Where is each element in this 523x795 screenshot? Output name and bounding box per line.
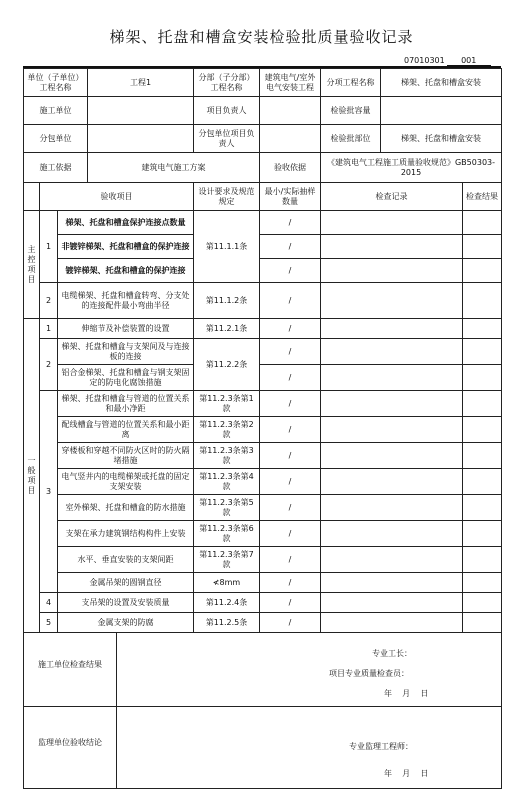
blank-corner xyxy=(24,183,40,211)
table-row xyxy=(24,365,502,391)
unit-label: 单位（子单位）工程名称 xyxy=(24,69,88,97)
sub-pm-label: 分包单位项目负责人 xyxy=(194,125,260,153)
col-req: 设计要求及规范规定 xyxy=(194,183,260,211)
row-text: 梯架、托盘和槽盒保护连接点数量 xyxy=(58,211,194,235)
row-result[interactable] xyxy=(463,365,502,391)
row-no: 4 xyxy=(40,593,58,613)
construction-result-label: 施工单位检查结果 xyxy=(38,660,102,669)
row-min[interactable]: / xyxy=(260,211,321,235)
supervisor-sign-label: 专业监理工程师： xyxy=(349,742,413,751)
row-min[interactable]: / xyxy=(260,319,321,339)
row-record[interactable] xyxy=(321,613,463,633)
table-row xyxy=(24,417,502,443)
row-no: 2 xyxy=(40,339,58,391)
row-record[interactable] xyxy=(321,573,463,593)
row-record[interactable] xyxy=(321,339,463,365)
row-result[interactable] xyxy=(463,417,502,443)
row-min[interactable]: / xyxy=(260,495,321,521)
table-row xyxy=(24,469,502,495)
row-result[interactable] xyxy=(463,339,502,365)
row-record[interactable] xyxy=(321,547,463,573)
row-min[interactable]: / xyxy=(260,547,321,573)
row-req: ≮8mm xyxy=(194,573,260,593)
row-text: 电气竖井内的电缆梯架或托盘的固定支架安装 xyxy=(58,469,194,495)
row-min[interactable]: / xyxy=(260,283,321,319)
row-min[interactable]: / xyxy=(260,365,321,391)
row-req: 第11.2.3条第6款 xyxy=(194,521,260,547)
subcontractor-label: 分包单位 xyxy=(24,125,88,153)
row-req: 第11.2.4条 xyxy=(194,593,260,613)
row-result[interactable] xyxy=(463,319,502,339)
main-section-label: 主控项目 xyxy=(24,211,40,319)
row-min[interactable]: / xyxy=(260,391,321,417)
row-result[interactable] xyxy=(463,259,502,283)
row-text: 水平、垂直安装的支架间距 xyxy=(58,547,194,573)
acceptance-form xyxy=(23,68,502,789)
accept-basis-label: 验收依据 xyxy=(260,153,321,183)
row-text: 铝合金梯架、托盘和槽盒与钢支架固定的防电化腐蚀措施 xyxy=(58,365,194,391)
row-result[interactable] xyxy=(463,235,502,259)
row-record[interactable] xyxy=(321,443,463,469)
batch-value[interactable] xyxy=(381,97,502,125)
pm-value[interactable] xyxy=(260,97,321,125)
row-record[interactable] xyxy=(321,365,463,391)
table-row xyxy=(24,443,502,469)
construction-date: 年 月 日 xyxy=(384,689,429,698)
col-min: 最小/实际抽样数量 xyxy=(260,183,321,211)
row-record[interactable] xyxy=(321,469,463,495)
table-row xyxy=(24,391,502,417)
row-text: 电缆梯架、托盘和槽盒转弯、分支处的连接配件最小弯曲半径 xyxy=(58,283,194,319)
header-row-basis xyxy=(24,153,502,183)
row-record[interactable] xyxy=(321,283,463,319)
form-title: 梯架、托盘和槽盒安装检验批质量验收记录 xyxy=(109,28,414,46)
header-row-unit xyxy=(24,69,502,97)
part-value[interactable]: 梯架、托盘和槽盒安装 xyxy=(381,125,502,153)
row-record[interactable] xyxy=(321,319,463,339)
subitem-label: 分项工程名称 xyxy=(321,69,381,97)
table-row xyxy=(24,283,502,319)
row-text: 配线槽盒与管道的位置关系和最小距离 xyxy=(58,417,194,443)
supervision-result-cell[interactable] xyxy=(24,707,502,789)
row-result[interactable] xyxy=(463,469,502,495)
accept-basis-value[interactable]: 《建筑电气工程施工质量验收规范》GB50303-2015 xyxy=(321,153,502,183)
row-result[interactable] xyxy=(463,391,502,417)
row-min[interactable]: / xyxy=(260,235,321,259)
table-row xyxy=(24,573,502,593)
supervision-result-label: 监理单位验收结论 xyxy=(38,738,102,747)
row-text: 梯架、托盘和槽盒与管道的位置关系和最小净距 xyxy=(58,391,194,417)
row-req: 第11.2.3条第5款 xyxy=(194,495,260,521)
row-req: 第11.2.3条第7款 xyxy=(194,547,260,573)
row-min[interactable]: / xyxy=(260,469,321,495)
row-record[interactable] xyxy=(321,259,463,283)
part-label: 检验批部位 xyxy=(321,125,381,153)
row-min[interactable]: / xyxy=(260,613,321,633)
row-min[interactable]: / xyxy=(260,593,321,613)
sub-pm-value[interactable] xyxy=(260,125,321,153)
row-record[interactable] xyxy=(321,235,463,259)
column-header-row xyxy=(24,183,502,211)
construction-result-cell[interactable] xyxy=(24,633,502,707)
row-req: 第11.2.2条 xyxy=(194,339,260,391)
row-text: 梯架、托盘和槽盒与支架间及与连接板的连接 xyxy=(58,339,194,365)
footer-divider xyxy=(116,633,117,706)
table-row xyxy=(24,339,502,365)
supervision-date: 年 月 日 xyxy=(384,769,429,778)
row-no: 1 xyxy=(40,319,58,339)
row-req: 第11.2.3条第4款 xyxy=(194,469,260,495)
row-result[interactable] xyxy=(463,573,502,593)
row-result[interactable] xyxy=(463,443,502,469)
row-no: 2 xyxy=(40,283,58,319)
row-text: 伸缩节及补偿装置的设置 xyxy=(58,319,194,339)
row-min[interactable]: / xyxy=(260,443,321,469)
row-text: 穿楼板和穿越不同防火区时的防火隔堵措施 xyxy=(58,443,194,469)
row-record[interactable] xyxy=(321,211,463,235)
row-text: 支吊架的设置及安装质量 xyxy=(58,593,194,613)
doc-seq: 001 xyxy=(447,56,491,66)
col-item: 验收项目 xyxy=(40,183,194,211)
basis-label: 施工依据 xyxy=(24,153,88,183)
table-row xyxy=(24,235,502,259)
row-no: 1 xyxy=(40,211,58,283)
row-record[interactable] xyxy=(321,521,463,547)
row-min[interactable]: / xyxy=(260,259,321,283)
division-value[interactable]: 建筑电气/室外电气安装工程 xyxy=(260,69,321,97)
row-req: 第11.2.3条第1款 xyxy=(194,391,260,417)
row-no: 5 xyxy=(40,613,58,633)
row-result[interactable] xyxy=(463,521,502,547)
row-req: 第11.1.1条 xyxy=(194,211,260,283)
pm-label: 项目负责人 xyxy=(194,97,260,125)
row-record[interactable] xyxy=(321,593,463,613)
row-min[interactable]: / xyxy=(260,417,321,443)
row-req: 第11.2.1条 xyxy=(194,319,260,339)
footer-divider xyxy=(116,707,117,788)
contractor-value[interactable] xyxy=(88,97,194,125)
foreman-sign-label: 专业工长： xyxy=(372,649,412,658)
table-row xyxy=(24,495,502,521)
table-row xyxy=(24,319,502,339)
row-req: 第11.2.3条第3款 xyxy=(194,443,260,469)
document-number xyxy=(404,56,491,66)
row-record[interactable] xyxy=(321,391,463,417)
row-record[interactable] xyxy=(321,417,463,443)
table-row xyxy=(24,593,502,613)
unit-value[interactable]: 工程1 xyxy=(88,69,194,97)
row-text: 室外梯架、托盘和槽盒的防水措施 xyxy=(58,495,194,521)
subcontractor-value[interactable] xyxy=(88,125,194,153)
subitem-value[interactable]: 梯架、托盘和槽盒安装 xyxy=(381,69,502,97)
contractor-label: 施工单位 xyxy=(24,97,88,125)
row-result[interactable] xyxy=(463,547,502,573)
row-result[interactable] xyxy=(463,211,502,235)
table-row xyxy=(24,613,502,633)
row-text: 金属吊架的圆钢直径 xyxy=(58,573,194,593)
row-record[interactable] xyxy=(321,495,463,521)
row-text: 非镀锌梯架、托盘和槽盒的保护连接 xyxy=(58,235,194,259)
row-no: 3 xyxy=(40,391,58,593)
row-text: 镀锌梯架、托盘和槽盒的保护连接 xyxy=(58,259,194,283)
table-row xyxy=(24,547,502,573)
header-row-contractor xyxy=(24,97,502,125)
row-req: 第11.2.5条 xyxy=(194,613,260,633)
table-row xyxy=(24,211,502,235)
header-row-subcontractor xyxy=(24,125,502,153)
row-result[interactable] xyxy=(463,495,502,521)
table-row xyxy=(24,259,502,283)
quality-inspector-sign-label: 项目专业质量检查员： xyxy=(329,669,409,678)
batch-label: 检验批容量 xyxy=(321,97,381,125)
row-req: 第11.2.3条第2款 xyxy=(194,417,260,443)
general-section-label: 一般项目 xyxy=(24,319,40,633)
row-text: 支架在承力建筑钢结构构件上安装 xyxy=(58,521,194,547)
supervision-result-row xyxy=(24,707,502,789)
row-req: 第11.1.2条 xyxy=(194,283,260,319)
row-min[interactable]: / xyxy=(260,521,321,547)
row-min[interactable]: / xyxy=(260,339,321,365)
row-text: 金属支架的防腐 xyxy=(58,613,194,633)
row-result[interactable] xyxy=(463,593,502,613)
basis-value[interactable]: 建筑电气施工方案 xyxy=(88,153,260,183)
row-min[interactable]: / xyxy=(260,573,321,593)
construction-result-row xyxy=(24,633,502,707)
col-result: 检查结果 xyxy=(463,183,502,211)
row-result[interactable] xyxy=(463,613,502,633)
table-row xyxy=(24,521,502,547)
doc-code: 07010301 xyxy=(404,56,445,65)
row-result[interactable] xyxy=(463,283,502,319)
col-record: 检查记录 xyxy=(321,183,463,211)
division-label: 分部（子分部）工程名称 xyxy=(194,69,260,97)
